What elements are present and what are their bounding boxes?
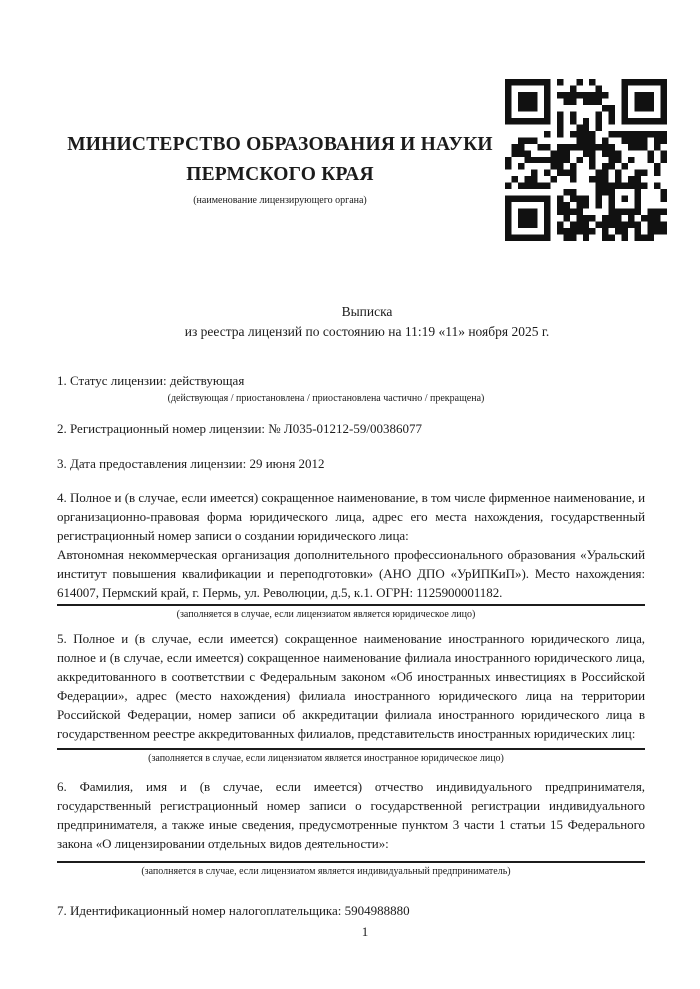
- section-3-grant-date: [57, 454, 645, 473]
- section-4-label: 4. Полное и (в случае, если имеется) сокращенное наименование, в том числе фирменное наименование, и организационно-правовая форма юридического лица, адрес его места нахождения, государственный регистрационный номер записи о создании юридического лица:: [57, 490, 645, 543]
- section-4-legal-entity: [57, 488, 645, 621]
- document-title: Выписка: [341, 304, 393, 319]
- ministry-name-caption: (наименование лицензирующего органа): [193, 195, 367, 206]
- section-1-caption: (действующая / приостановлена / приостановлена частично / прекращена): [167, 393, 485, 404]
- section-7-taxpayer-number: [57, 901, 645, 920]
- document-body: [57, 371, 645, 920]
- section-5-divider: [57, 748, 645, 750]
- section-5-foreign-entity: [57, 629, 645, 765]
- section-4-caption: (заполняется в случае, если лицензиатом является юридическое лицо): [176, 609, 476, 620]
- document-subtitle: из реестра лицензий по состоянию на 11:19 «11» ноября 2025 г.: [184, 324, 550, 339]
- section-1-license-status: [57, 371, 645, 405]
- section-2-registration-number: [57, 419, 645, 438]
- qr-code-icon: [505, 79, 667, 241]
- section-4-value: Автономная некоммерческая организация дополнительного профессионального образования «Уральский институт повышения квалификации и переподготовки» (АНО ДПО «УрИПКиП»). Место нахождения: 614007, Пермский край, г. Пермь, ул. Революции, д.5, к.1. ОГРН: 1125900001182.: [57, 547, 645, 600]
- section-2-text: 2. Регистрационный номер лицензии: № Л035-01212-59/00386077: [57, 421, 423, 436]
- section-5-caption: (заполняется в случае, если лицензиатом является иностранное юридическое лицо): [148, 753, 504, 764]
- section-3-text: 3. Дата предоставления лицензии: 29 июня 2012: [57, 456, 325, 471]
- ministry-name-line1: МИНИСТЕРСТВО ОБРАЗОВАНИЯ И НАУКИ: [67, 134, 493, 155]
- section-6-individual-entrepreneur: [57, 777, 645, 878]
- section-6-divider: [57, 861, 645, 863]
- section-6-caption: (заполняется в случае, если лицензиатом является индивидуальный предприниматель): [141, 866, 511, 877]
- section-7-text: 7. Идентификационный номер налогоплательщика: 5904988880: [57, 903, 410, 918]
- section-6-label: 6. Фамилия, имя и (в случае, если имеется) отчество индивидуального предпринимателя, государственный регистрационный номер записи о государственной регистрации индивидуального предпринимателя, а также иные сведения, предусмотренные пунктом 3 части 1 статьи 15 Федерального закона «О лицензировании отдельных видов деятельности»:: [57, 779, 645, 851]
- page-number: 1: [361, 924, 369, 939]
- section-5-label: 5. Полное и (в случае, если имеется) сокращенное наименование иностранного юридического лица, полное и (в случае, если имеется) сокращенное наименование филиала иностранного юридического лица, аккредитованного в соответствии с Федеральным законом «Об иностранных инвестициях в Российской Федерации», адрес (место нахождения) филиала иностранного юридического лица на территории Российской Федерации, номер записи об аккредитации филиала иностранного юридического лица в государственном реестре аккредитованных филиалов, представительств иностранных юридических лиц:: [57, 631, 645, 741]
- section-1-text: 1. Статус лицензии: действующая: [57, 373, 245, 388]
- section-4-divider: [57, 604, 645, 606]
- ministry-header: [40, 130, 520, 207]
- document-title-block: [57, 302, 677, 342]
- ministry-name-line2: ПЕРМСКОГО КРАЯ: [186, 164, 374, 185]
